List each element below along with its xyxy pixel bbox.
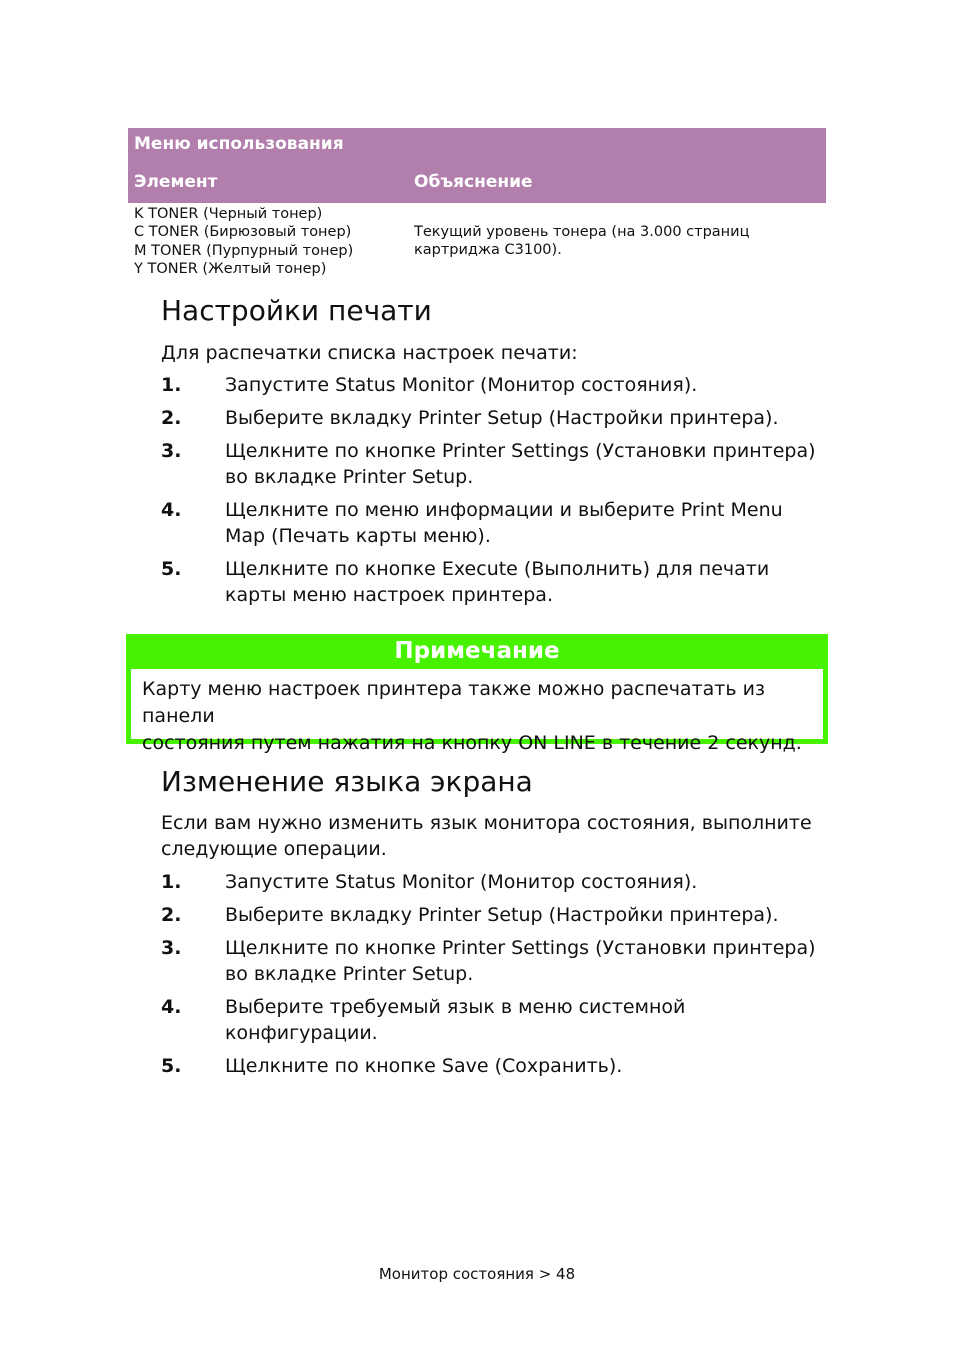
table-items-cell [134,205,353,279]
step-text: Щелкните по кнопке Printer Settings (Установки принтера) во вкладке Printer Setup. [225,440,816,488]
list-item [161,869,826,895]
explanation-line: Текущий уровень тонера (на 3.000 страниц [414,224,750,240]
table-item: K TONER (Черный тонер) [134,206,323,222]
step-text: Выберите требуемый язык в меню системной конфигурации. [225,996,686,1044]
section-intro: Если вам нужно изменить язык монитора состояния, выполните следующие операции. [161,812,812,860]
section-heading-change-language: Изменение языка экрана [161,765,533,798]
step-number: 5. [161,1055,182,1077]
table-explanation-cell [414,223,814,260]
column-header-explanation: Объяснение [414,172,533,192]
list-item [161,1053,826,1079]
list-item [161,994,826,1046]
table-item: C TONER (Бирюзовый тонер) [134,224,352,241]
list-item [161,405,826,431]
step-number: 2. [161,904,182,926]
step-text: Щелкните по кнопке Save (Сохранить). [225,1055,623,1077]
explanation-line: картриджа C3100). [414,242,562,259]
steps-list-print-settings [161,372,826,608]
step-text: Выберите вкладку Printer Setup (Настройки принтера). [225,904,779,926]
column-header-element: Элемент [134,172,218,192]
list-item [161,902,826,928]
table-item: M TONER (Пурпурный тонер) [134,242,354,259]
steps-list-change-language [161,869,826,1079]
section-intro: Для распечатки списка настроек печати: [161,342,578,364]
step-text: Выберите вкладку Printer Setup (Настройки принтера). [225,407,779,429]
note-box [126,634,828,754]
note-line: Карту меню настроек принтера также можно распечатать из панели [142,678,766,727]
list-item [161,935,826,987]
step-number: 4. [161,996,182,1018]
step-number: 3. [161,440,182,462]
step-text: Щелкните по меню информации и выберите Print Menu Map (Печать карты меню). [225,499,783,547]
step-number: 2. [161,407,182,429]
step-text: Щелкните по кнопке Printer Settings (Установки принтера) во вкладке Printer Setup. [225,937,816,985]
note-title: Примечание [394,638,560,664]
step-number: 3. [161,937,182,959]
list-item [161,438,826,490]
step-number: 5. [161,558,182,580]
table-item: Y TONER (Желтый тонер) [134,261,327,278]
table-title: Меню использования [134,134,344,154]
table-header [128,128,826,203]
list-item [161,497,826,549]
list-item [161,556,826,608]
note-line: состояния путем нажатия на кнопку ON LINE в течение 2 секунд. [142,732,802,754]
page-footer: Монитор состояния > 48 [378,1265,576,1283]
step-number: 1. [161,374,182,396]
list-item [161,372,826,398]
step-text: Щелкните по кнопке Execute (Выполнить) для печати карты меню настроек принтера. [225,558,770,606]
note-body [131,669,823,754]
section-heading-print-settings: Настройки печати [161,294,432,327]
step-number: 4. [161,499,182,521]
step-text: Запустите Status Monitor (Монитор состояния). [225,374,698,396]
step-text: Запустите Status Monitor (Монитор состояния). [225,871,698,893]
step-number: 1. [161,871,182,893]
